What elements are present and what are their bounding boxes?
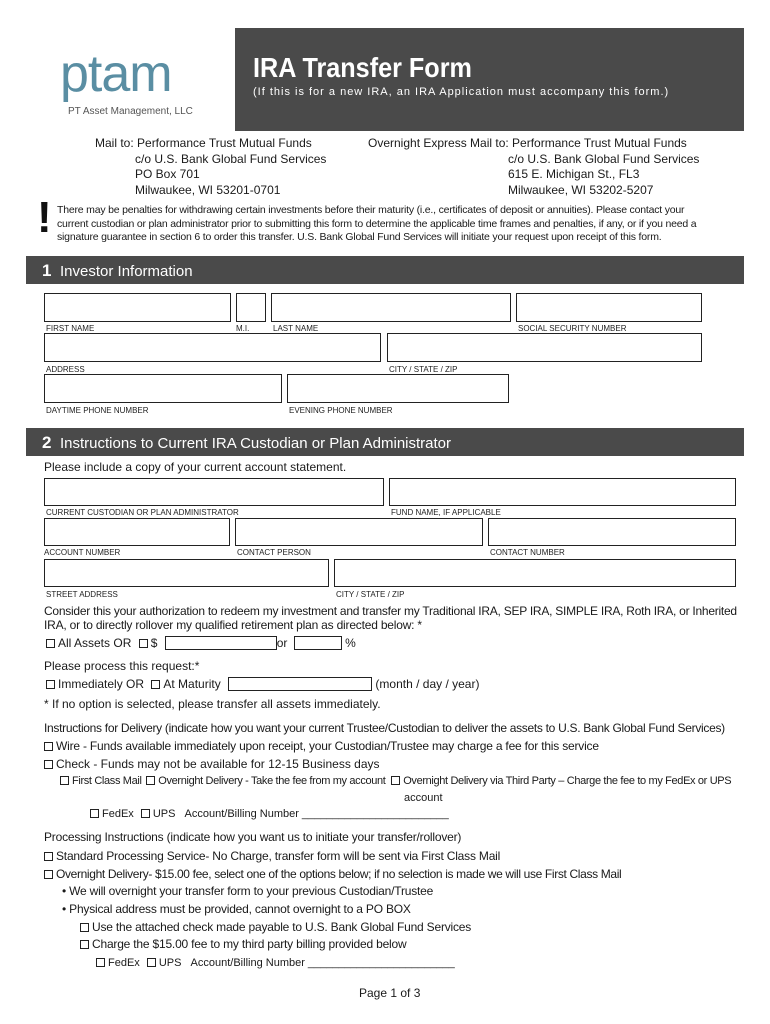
date-format-hint: (month / day / year) [375,677,480,691]
mail-line: 615 E. Michigan St., FL3 [508,167,640,181]
section-title: Instructions to Current IRA Custodian or Plan Administrator [60,435,452,452]
check-checkbox[interactable] [44,760,53,769]
last-name-input[interactable] [271,293,511,322]
use-check-checkbox[interactable] [80,923,89,932]
mail-line: c/o U.S. Bank Global Fund Services [135,151,327,166]
mail-address-left [95,136,326,198]
delivery-heading: Instructions for Delivery (indicate how you want your current Trustee/Custodian to deliver the assets to U.S. Bank Global Fund Services) [44,721,725,735]
use-check-option [80,920,471,934]
first-name-input[interactable] [44,293,231,322]
warning-text [57,204,696,245]
mail-line: PO Box 701 [135,167,200,181]
street-address-input[interactable] [44,559,329,587]
processing-heading: Processing Instructions (indicate how you want us to initiate your transfer/rollover) [44,830,462,844]
middle-initial-input[interactable] [236,293,266,322]
address-input[interactable] [44,333,381,362]
overnight-third-label: Overnight Delivery via Third Party – Charge the fee to my FedEx or UPS [403,775,732,787]
account-number-input[interactable] [44,518,230,546]
logo-mark: ptam [60,45,172,103]
custodian-label: CURRENT CUSTODIAN OR PLAN ADMINISTRATOR [46,508,239,517]
mail-line: Mail to: Performance Trust Mutual Funds [95,136,312,150]
charge-fee-checkbox[interactable] [80,940,89,949]
warning-line: signature guarantee in section 6 to order this transfer. U.S. Bank Global Fund Services will initiate your request upon receipt of this form. [57,231,662,243]
authorization-line-1: Consider this your authorization to redeem my investment and transfer my Traditional IRA, SEP IRA, SIMPLE IRA, Roth IRA, or Inherited [44,604,737,618]
charge-fee-option [80,937,406,951]
fund-name-label: FUND NAME, IF APPLICABLE [391,508,501,517]
account-number-label: ACCOUNT NUMBER [44,548,121,557]
section-1-header [26,256,744,284]
contact-person-input[interactable] [235,518,483,546]
ssn-input[interactable] [516,293,702,322]
overnight-checkbox[interactable] [44,870,53,879]
timing-row [46,677,479,691]
standard-label: Standard Processing Service- No Charge, transfer form will be sent via First Class Mail [56,849,501,863]
dollar-checkbox[interactable] [139,639,148,648]
all-assets-checkbox[interactable] [46,639,55,648]
street-label: STREET ADDRESS [46,590,118,599]
bullet-1: • We will overnight your transfer form to your previous Custodian/Trustee [62,884,434,898]
wire-label: Wire - Funds available immediately upon receipt, your Custodian/Trustee may charge a fee for this service [56,739,599,753]
at-maturity-label: At Maturity [163,677,221,691]
daytime-phone-input[interactable] [44,374,282,403]
overnight-option [44,867,621,881]
overnight-third-checkbox[interactable] [391,776,400,785]
immediately-checkbox[interactable] [46,680,55,689]
first-class-checkbox[interactable] [60,776,69,785]
ups-checkbox-2[interactable] [147,958,156,967]
form-header [235,28,744,131]
mail-address-right [368,136,699,198]
mail-options-row [60,775,731,787]
ups-label: UPS [158,957,182,969]
mail-line: Milwaukee, WI 53201-0701 [135,182,281,197]
billing-label: Account/Billing Number ________________________ [184,808,449,820]
address-label: ADDRESS [46,365,85,374]
fedex-label: FedEx [108,957,140,969]
city-label: CITY / STATE / ZIP [389,365,458,374]
section-2-header [26,428,744,456]
standard-checkbox[interactable] [44,852,53,861]
billing-label: Account/Billing Number ________________________ [190,957,455,969]
billing-row-1 [90,808,449,820]
exclamation-icon: ! [37,193,52,242]
company-logo [58,45,218,120]
use-check-label: Use the attached check made payable to U.S. Bank Global Fund Services [92,920,472,934]
process-label: Please process this request:* [44,659,200,673]
custodian-input[interactable] [44,478,384,506]
daytime-phone-label: DAYTIME PHONE NUMBER [46,406,149,415]
immediately-label: Immediately OR [58,677,145,691]
mail-line: Milwaukee, WI 53202-5207 [508,182,654,197]
no-option-note: * If no option is selected, please transfer all assets immediately. [44,697,381,711]
percent-input[interactable] [294,636,342,650]
check-label: Check - Funds may not be available for 12-15 Business days [56,757,380,771]
account-word: account [404,792,443,804]
custodian-city-label: CITY / STATE / ZIP [336,590,405,599]
fedex-checkbox[interactable] [90,809,99,818]
ups-label: UPS [152,808,176,820]
ssn-label: SOCIAL SECURITY NUMBER [518,324,627,333]
city-state-zip-input[interactable] [387,333,702,362]
authorization-line-2: IRA, or to directly rollover my qualified retirement plan as directed below: * [44,618,422,632]
fedex-label: FedEx [102,808,134,820]
warning-line: current custodian or plan administrator prior to submitting this form to determine the applicable time frames and penalties, if any, or if you need a [57,217,697,230]
bullet-2: • Physical address must be provided, cannot overnight to a PO BOX [62,902,411,916]
dollar-sign: $ [150,636,158,650]
amount-row [46,636,356,650]
custodian-city-input[interactable] [334,559,736,587]
section-number: 1 [42,261,52,280]
dollar-amount-input[interactable] [165,636,277,650]
mi-label: M.I. [236,324,250,333]
at-maturity-checkbox[interactable] [151,680,160,689]
form-subtitle: (If this is for a new IRA, an IRA Application must accompany this form.) [253,86,670,98]
check-option [44,757,380,771]
last-name-label: LAST NAME [273,324,319,333]
overnight-fee-checkbox[interactable] [146,776,155,785]
first-name-label: FIRST NAME [46,324,95,333]
contact-person-label: CONTACT PERSON [237,548,311,557]
fund-name-input[interactable] [389,478,736,506]
fedex-checkbox-2[interactable] [96,958,105,967]
contact-number-label: CONTACT NUMBER [490,548,565,557]
section-number: 2 [42,433,52,452]
evening-phone-input[interactable] [287,374,509,403]
mail-line: Overnight Express Mail to: Performance Trust Mutual Funds [368,136,687,150]
form-title: IRA Transfer Form [253,52,472,83]
section-title: Investor Information [60,263,193,280]
section-2-intro: Please include a copy of your current account statement. [44,460,347,474]
standard-option [44,849,500,863]
logo-company-name: PT Asset Management, LLC [68,106,193,117]
evening-phone-label: EVENING PHONE NUMBER [289,406,393,415]
or-label: or [276,636,288,650]
mail-line: c/o U.S. Bank Global Fund Services [508,151,700,166]
maturity-date-input[interactable] [228,677,372,691]
wire-option [44,739,599,753]
page-number: Page 1 of 3 [359,986,421,1000]
first-class-label: First Class Mail [72,775,142,787]
overnight-fee-label: Overnight Delivery - Take the fee from my account [158,775,386,787]
billing-row-2 [96,957,455,969]
all-assets-label: All Assets OR [58,636,132,650]
overnight-label: Overnight Delivery- $15.00 fee, select one of the options below; if no selection is made we will use First Class Mail [56,867,622,881]
charge-fee-label: Charge the $15.00 fee to my third party billing provided below [92,937,407,951]
ups-checkbox[interactable] [141,809,150,818]
warning-line: There may be penalties for withdrawing certain investments before their maturity (i.e., certificates of deposit or annuities). Please contact your [57,204,685,216]
contact-number-input[interactable] [488,518,736,546]
percent-sign: % [345,636,356,650]
wire-checkbox[interactable] [44,742,53,751]
